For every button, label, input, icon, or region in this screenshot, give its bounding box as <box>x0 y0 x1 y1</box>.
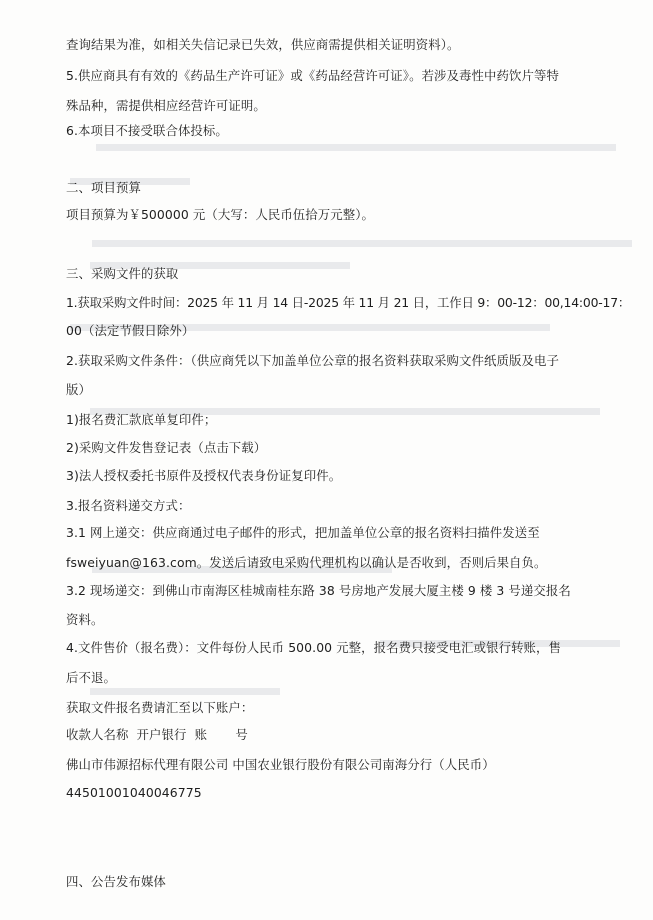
text-line: 6.本项目不接受联合体投标。 <box>66 123 228 138</box>
text-line: 3.1 网上递交：供应商通过电子邮件的形式，把加盖单位公章的报名资料扫描件发送至 <box>66 525 540 540</box>
bleed-through-mark <box>90 688 280 695</box>
download-link[interactable]: 2)采购文件发售登记表（点击下载） <box>66 440 267 455</box>
text-line: 后不退。 <box>66 670 116 685</box>
section-heading: 三、采购文件的获取 <box>66 266 179 281</box>
text-line: 00（法定节假日除外） <box>66 323 195 338</box>
text-line: 3)法人授权委托书原件及授权代表身份证复印件。 <box>66 468 342 483</box>
account-header: 收款人名称 开户银行 账 号 <box>66 727 248 742</box>
section-heading: 四、公告发布媒体 <box>66 874 166 889</box>
text-line: 资料。 <box>66 612 104 627</box>
email-line: fsweiyuan@163.com。发送后请致电采购代理机构以确认是否收到，否则后果自负。 <box>66 555 547 570</box>
text-line: 查询结果为准，如相关失信记录已失效，供应商需提供相关证明资料）。 <box>66 37 460 52</box>
text-line: 1)报名费汇款底单复印件； <box>66 412 217 427</box>
text-line: 获取文件报名费请汇至以下账户： <box>66 700 254 715</box>
section-heading: 二、项目预算 <box>66 180 141 195</box>
bleed-through-mark <box>92 240 632 247</box>
text-line: 5.供应商具有有效的《药品生产许可证》或《药品经营许可证》。若涉及毒性中药饮片等特 <box>66 68 559 83</box>
text-line: 1.获取采购文件时间：2025 年 11 月 14 日-2025 年 11 月 21 日，工作日 9：00-12：00,14:00-17： <box>66 295 631 310</box>
text-line: 项目预算为￥500000 元（大写：人民币伍拾万元整）。 <box>66 207 375 222</box>
text-line: 殊品种，需提供相应经营许可证明。 <box>66 98 266 113</box>
text-line: 版） <box>66 382 91 397</box>
text-line: 4.文件售价（报名费）：文件每份人民币 500.00 元整，报名费只接受电汇或银行转账，售 <box>66 640 562 655</box>
account-details: 佛山市伟源招标代理有限公司 中国农业银行股份有限公司南海分行（人民币） <box>66 757 495 772</box>
account-number: 44501001040046775 <box>66 785 202 800</box>
bleed-through-mark <box>96 144 616 151</box>
text-line: 3.报名资料递交方式： <box>66 498 191 513</box>
text-line: 2.获取采购文件条件：（供应商凭以下加盖单位公章的报名资料获取采购文件纸质版及电子 <box>66 353 559 368</box>
text-line: 3.2 现场递交：到佛山市南海区桂城南桂东路 38 号房地产发展大厦主楼 9 楼 3 号递交报名 <box>66 583 571 598</box>
